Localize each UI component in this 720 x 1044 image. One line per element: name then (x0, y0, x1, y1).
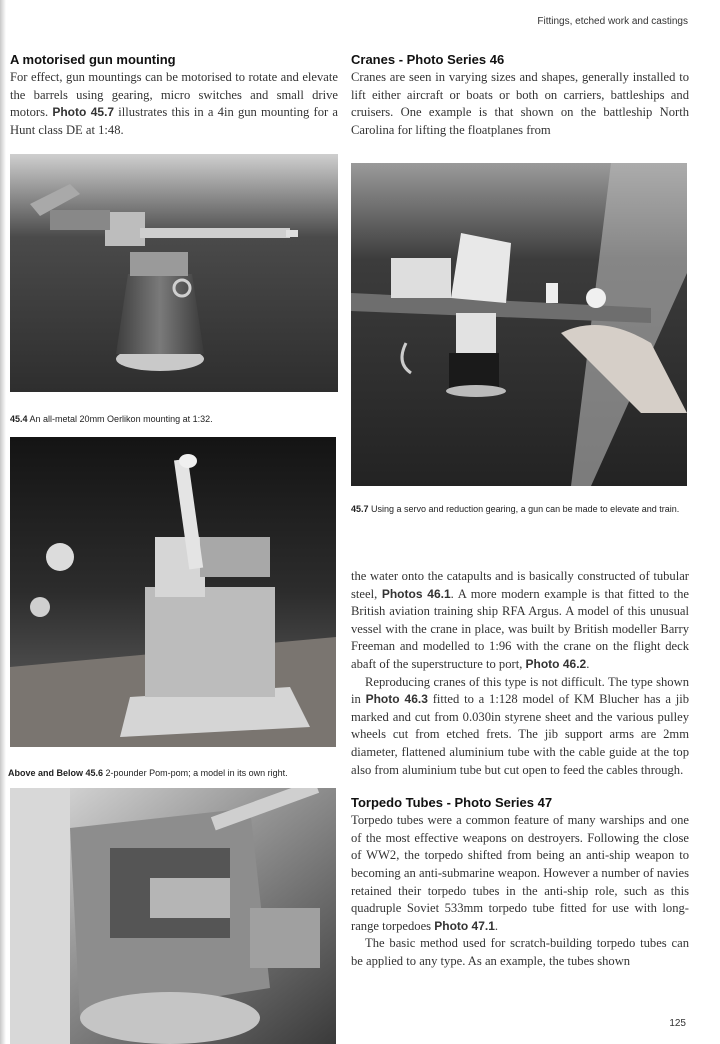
paragraph-cranes-continued: the water onto the catapults and is basically constructed of tubular steel, Photos 46.1. A more modern example is that fitted to the British aviation training ship RFA Argus. A model of this unusual vessel with the crane in place, was built by British modeller Barry Freeman and modelled to 1:96 with the crane on the flight deck abaft of the superstructure to port, Photo 46.2. (351, 569, 689, 671)
paragraph-torpedo-intro: Torpedo tubes were a common feature of many warships and one of the most effective weapons on destroyers. Following the close of WW2, the torpedo shifted from being an anti-ship weapon to becoming an anti-submarine weapon. However a number of navies retained their torpedo tubes in the anti-ship role, such as this quadruple Soviet 533mm torpedo tube fitted for use with long-range torpedoes Photo 47.1. (351, 813, 689, 933)
photo-reference: Photo 45.7 (52, 105, 115, 120)
paragraph-motorised: For effect, gun mountings can be motorised to rotate and elevate the barrels using gearing, micro switches and small drive motors. Photo 45.7 illustrates this in a 4in gun mounting for a Hunt class DE at 1:48. (10, 70, 339, 137)
page-spine-shadow (0, 0, 6, 1044)
right-column-body-text (351, 568, 689, 970)
paragraph-torpedo-method: The basic method used for scratch-building torpedo tubes can be applied to any type. As an example, the tubes shown (351, 936, 689, 968)
section-title-cranes: Cranes - Photo Series 46 (351, 52, 505, 67)
section-title-torpedo: Torpedo Tubes - Photo Series 47 (351, 795, 553, 811)
photo-oerlikon-mounting (10, 154, 338, 392)
photo-pom-pom-upper (10, 437, 336, 747)
paragraph-cranes-intro: Cranes are seen in varying sizes and shapes, generally installed to lift either aircraft or boats or both on carriers, battleships and cruisers. One example is that shown on the battleship North Carolina for lifting the floatplanes from (351, 70, 689, 137)
running-header: Fittings, etched work and castings (537, 16, 688, 27)
photo-motorised-gun (351, 163, 687, 486)
photo-pom-pom-lower (10, 788, 336, 1044)
caption-45-7: 45.7 Using a servo and reduction gearing, a gun can be made to elevate and train. (351, 504, 680, 514)
paragraph-cranes-reproducing: Reproducing cranes of this type is not difficult. The type shown in Photo 46.3 fitted to a 1:128 model of KM Blucher has a jib marked and cut from 0.030in styrene sheet and the various pulley wheels cut from etched frets. The jib support arms are 2mm diameter, flattened aluminium tube with the cable guide at the top also from aluminium tube but cut open to feed the cables through. (351, 674, 689, 777)
caption-45-4: 45.4 An all-metal 20mm Oerlikon mounting at 1:32. (10, 414, 213, 424)
left-column-text (10, 52, 338, 139)
section-title-motorised: A motorised gun mounting (10, 52, 176, 67)
caption-45-6: Above and Below 45.6 2-pounder Pom-pom; a model in its own right. (8, 768, 288, 778)
page-number: 125 (669, 1018, 686, 1029)
right-column-top-text (351, 52, 689, 139)
